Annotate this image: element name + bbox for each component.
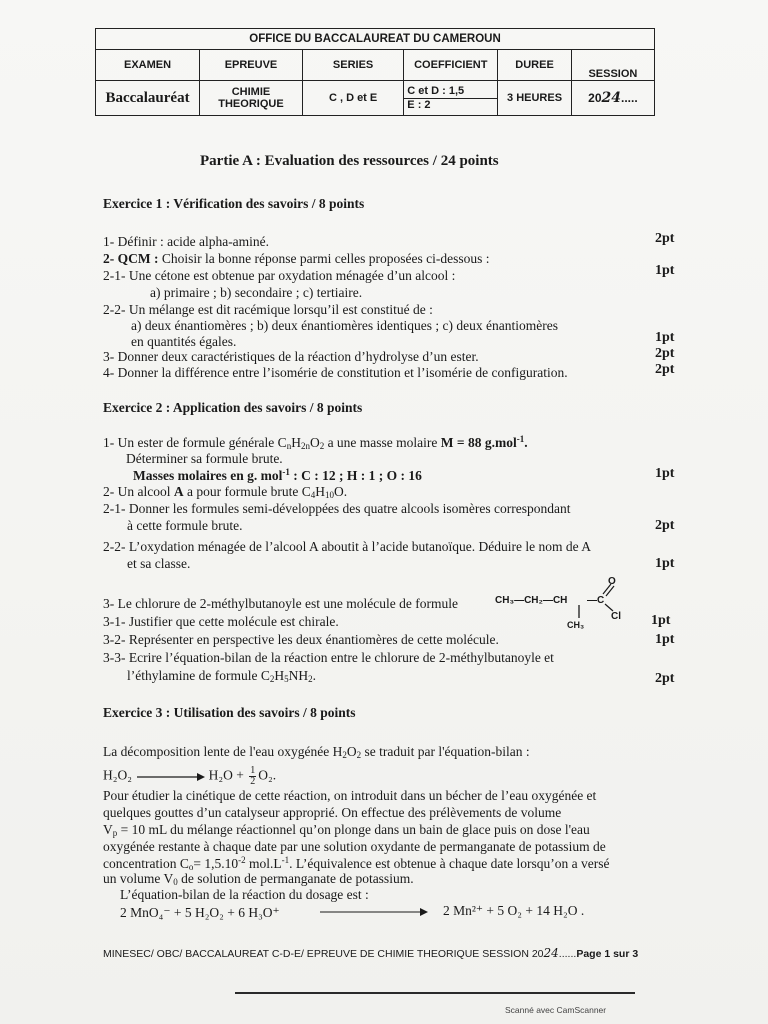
ex2-title: Exercice 2 : Application des savoirs / 8 points xyxy=(103,400,363,415)
ex1-line7-points: 1pt xyxy=(655,330,675,345)
ex2-l1-o: O xyxy=(309,435,320,450)
formula-bonds xyxy=(495,576,625,636)
ex1-line2 xyxy=(103,251,490,267)
sub-n: n xyxy=(286,441,292,451)
ex2-l13-a: l’éthylamine de formule C xyxy=(127,668,270,683)
ex3-title: Exercice 3 : Utilisation des savoirs / 8 points xyxy=(103,705,356,720)
sub-2c: 2 xyxy=(308,674,313,684)
reaction-arrow-icon xyxy=(135,772,205,782)
sub-0: 0 xyxy=(173,877,178,887)
ex2-l4-c: a pour formule brute C xyxy=(183,484,311,499)
ex2-masses-values: : C : 12 ; H : 1 ; O : 16 xyxy=(289,468,422,483)
session-handwritten: 24 xyxy=(601,90,621,106)
ex2-line13 xyxy=(127,668,316,684)
ex1-qcm-text: Choisir la bonne réponse parmi celles proposées ci-dessous : xyxy=(161,251,490,266)
ex2-line8: et sa classe. xyxy=(127,556,191,571)
sup-minus1-b: -1 xyxy=(282,467,290,477)
ex2-line6-points: 2pt xyxy=(655,518,675,533)
sub-2e: 2 xyxy=(356,750,362,760)
ex3-l1-c: se traduit par l'équation-bilan : xyxy=(361,744,530,759)
ex3-l7-c: de solution de permanganate de potassium. xyxy=(177,871,414,886)
col-coefficient: COEFFICIENT xyxy=(404,50,498,81)
eq1-right: H₂O + xyxy=(208,767,248,783)
bottom-rule xyxy=(235,992,635,994)
ex1-line5: 2-2- Un mélange est dit racémique lorsqu’il est constitué de : xyxy=(103,302,433,317)
ex1-line8-points: 2pt xyxy=(655,346,675,361)
footer-text: MINESEC/ OBC/ BACCALAUREAT C-D-E/ EPREUVE DE CHIMIE THEORIQUE SESSION 20 xyxy=(103,948,544,960)
ex2-l13-b: H xyxy=(274,668,285,683)
page-footer xyxy=(103,946,638,960)
col-series: SERIES xyxy=(302,50,403,81)
sub-o: o xyxy=(188,862,194,872)
ex1-line7: en quantités égales. xyxy=(131,334,237,349)
col-epreuve: EPREUVE xyxy=(200,50,303,81)
ex1-line3: 2-1- Une cétone est obtenue par oxydation ménagée d’un alcool : xyxy=(103,268,456,283)
ex1-line6: a) deux énantiomères ; b) deux énantiomères identiques ; c) deux énantiomères xyxy=(131,318,558,333)
ex3-line7 xyxy=(103,871,414,887)
fraction-half xyxy=(249,766,256,787)
ex3-line6 xyxy=(103,855,609,872)
sup-minus2: -2 xyxy=(238,855,246,865)
examen-value: Baccalauréat xyxy=(96,81,200,116)
sup-minus1-c: -1 xyxy=(281,855,290,865)
ex2-l13-c: NH xyxy=(288,668,309,683)
ex2-l4-b: A xyxy=(173,484,184,499)
ex3-l6-c: = 1,5.10 xyxy=(193,856,239,871)
ex2-l4-d: H xyxy=(315,484,325,499)
office-title: OFFICE DU BACCALAUREAT DU CAMEROUN xyxy=(96,29,655,50)
sub-2d: 2 xyxy=(342,750,347,760)
ex3-equation2-left: 2 MnO₄⁻ + 5 H₂O₂ + 6 H₃O⁺ xyxy=(120,905,280,920)
ex2-line8-points: 1pt xyxy=(655,556,675,571)
coefficient-value xyxy=(404,81,498,116)
eq1-left: H₂O₂ xyxy=(103,767,132,783)
ex1-line1-points: 2pt xyxy=(655,231,675,246)
ex3-l6-a: concentration C xyxy=(103,856,189,871)
ex1-line1: 1- Définir : acide alpha-aminé. xyxy=(103,234,270,249)
sub-5: 5 xyxy=(284,674,289,684)
ex2-l13-d: . xyxy=(312,668,316,683)
ex2-line6: à cette formule brute. xyxy=(127,518,243,533)
ex2-line11: 3-2- Représenter en perspective les deux énantiomères de cette molécule. xyxy=(103,632,499,647)
ex2-l4-a: 2- Un alcool xyxy=(103,484,174,499)
ex3-l1-a: La décomposition lente de l'eau oxygénée H xyxy=(103,744,343,759)
footer-handwritten-year: 24 xyxy=(543,946,559,960)
header-table xyxy=(95,28,655,116)
ex2-line1 xyxy=(103,434,528,451)
col-duree: DUREE xyxy=(498,50,572,81)
ex2-line2: Déterminer sa formule brute. xyxy=(126,451,283,466)
ex3-equation2-right: 2 Mn²⁺ + 5 O₂ + 14 H₂O . xyxy=(443,903,585,918)
ex2-line7: 2-2- L’oxydation ménagée de l’alcool A aboutit à l’acide butanoïque. Déduire le nom de A xyxy=(103,539,591,554)
ex1-title: Exercice 1 : Vérification des savoirs / 8 points xyxy=(103,196,365,211)
ex2-line10: 3-1- Justifier que cette molécule est chirale. xyxy=(103,614,339,629)
epreuve-line2: THEORIQUE xyxy=(218,98,284,110)
ex2-masses-label: Masses molaires en g. mol xyxy=(133,468,283,483)
formula-carbonyl-c: —C xyxy=(587,595,605,606)
coef-cd: C et D : 1,5 xyxy=(404,85,497,99)
footer-dots: ...... xyxy=(558,948,577,960)
ex3-l4-c: = 10 mL du mélange réactionnel qu’on plonge dans un bain de glace puis on dose l'eau xyxy=(117,822,590,837)
series-value: C , D et E xyxy=(302,81,403,116)
ex1-line9-points: 2pt xyxy=(655,362,675,377)
ex3-line2: Pour étudier la cinétique de cette réaction, on introduit dans un bécher de l’eau oxygénée et xyxy=(103,788,597,803)
ex3-equation1 xyxy=(103,766,276,787)
ex3-line8: L’équation-bilan de la réaction du dosage est : xyxy=(120,887,369,902)
ex1-line3-points: 1pt xyxy=(655,263,675,278)
ex2-line5: 2-1- Donner les formules semi-développées des quatre alcools isomères correspondant xyxy=(103,501,571,516)
ex3-line4 xyxy=(103,822,590,838)
ex3-l4-a: V xyxy=(103,822,113,837)
ex1-line9: 4- Donner la différence entre l’isomérie de constitution et l’isomérie de configuration. xyxy=(103,365,568,380)
session-prefix: 20 xyxy=(588,91,602,105)
formula-chlorine: Cl xyxy=(611,611,621,622)
ex1-line4: a) primaire ; b) secondaire ; c) tertiaire. xyxy=(150,285,363,300)
sub-2b: 2 xyxy=(269,674,275,684)
ex2-line10-points: 1pt xyxy=(651,613,671,628)
ex2-line3-points: 1pt xyxy=(655,466,675,481)
ex2-line11-points: 1pt xyxy=(655,632,675,647)
ex2-l1-dot: . xyxy=(524,435,528,450)
partie-a-title: Partie A : Evaluation des ressources / 24 points xyxy=(200,153,499,169)
formula-chain: CH₃—CH₂—CH xyxy=(495,595,568,606)
ex2-l1-text: 1- Un ester de formule générale C xyxy=(103,435,287,450)
page-number: Page 1 sur 3 xyxy=(576,948,639,960)
ex2-l4-e: O. xyxy=(333,484,348,499)
duree-value: 3 HEURES xyxy=(498,81,572,116)
ex2-line13-points: 2pt xyxy=(655,671,675,686)
ex2-line3 xyxy=(133,467,422,484)
col-examen: EXAMEN xyxy=(96,50,200,81)
sub-4: 4 xyxy=(310,490,316,500)
sub-2n: 2n xyxy=(300,441,310,451)
sup-minus1: -1 xyxy=(516,434,525,444)
ex3-line5: oxygénée restante à chaque date par une solution oxydante de permanganate de potassium de xyxy=(103,839,606,854)
sub-p: p xyxy=(112,828,118,838)
ex3-l1-b: O xyxy=(346,744,357,759)
ex2-l1-h: H xyxy=(291,435,301,450)
epreuve-line1: CHIMIE xyxy=(231,86,271,98)
scanner-label: Scanné avec CamScanner xyxy=(505,1005,607,1015)
ex3-l6-g: . L’équivalence est obtenue à chaque date lorsqu’on a versé xyxy=(289,856,610,871)
ex2-line9: 3- Le chlorure de 2-méthylbutanoyle est une molécule de formule xyxy=(103,596,458,611)
sub-2: 2 xyxy=(319,441,325,451)
ex2-line4 xyxy=(103,484,347,500)
session-value xyxy=(571,81,654,116)
ex2-l1-mass: M = 88 g.mol xyxy=(440,435,517,450)
ex2-l1-mid: a une masse molaire xyxy=(324,435,441,450)
frac-den: 2 xyxy=(250,776,256,787)
formula-methyl: CH₃ xyxy=(567,620,585,630)
epreuve-value xyxy=(200,81,303,116)
frac-num: 1 xyxy=(250,765,256,776)
col-session: SESSION xyxy=(571,50,654,81)
coef-e: E : 2 xyxy=(407,99,431,111)
ex2-line12: 3-3- Ecrire l’équation-bilan de la réaction entre le chlorure de 2-méthylbutanoyle et xyxy=(103,650,554,665)
session-dots: ..... xyxy=(620,91,638,105)
formula-oxygen: O xyxy=(608,576,616,587)
dosage-arrow-icon xyxy=(318,907,428,917)
sub-10: 10 xyxy=(324,490,334,500)
eq1-o2: O₂. xyxy=(258,767,277,783)
ex3-line1 xyxy=(103,744,530,760)
ex3-l7-a: un volume V xyxy=(103,871,174,886)
ex1-qcm-label: 2- QCM : xyxy=(103,251,162,266)
structural-formula xyxy=(495,576,625,636)
ex3-l6-e: mol.L xyxy=(245,856,282,871)
ex3-line3: quelques gouttes d’un catalyseur approprié. On effectue des prélèvements de volume xyxy=(103,805,562,820)
ex1-line8: 3- Donner deux caractéristiques de la réaction d’hydrolyse d’un ester. xyxy=(103,349,479,364)
